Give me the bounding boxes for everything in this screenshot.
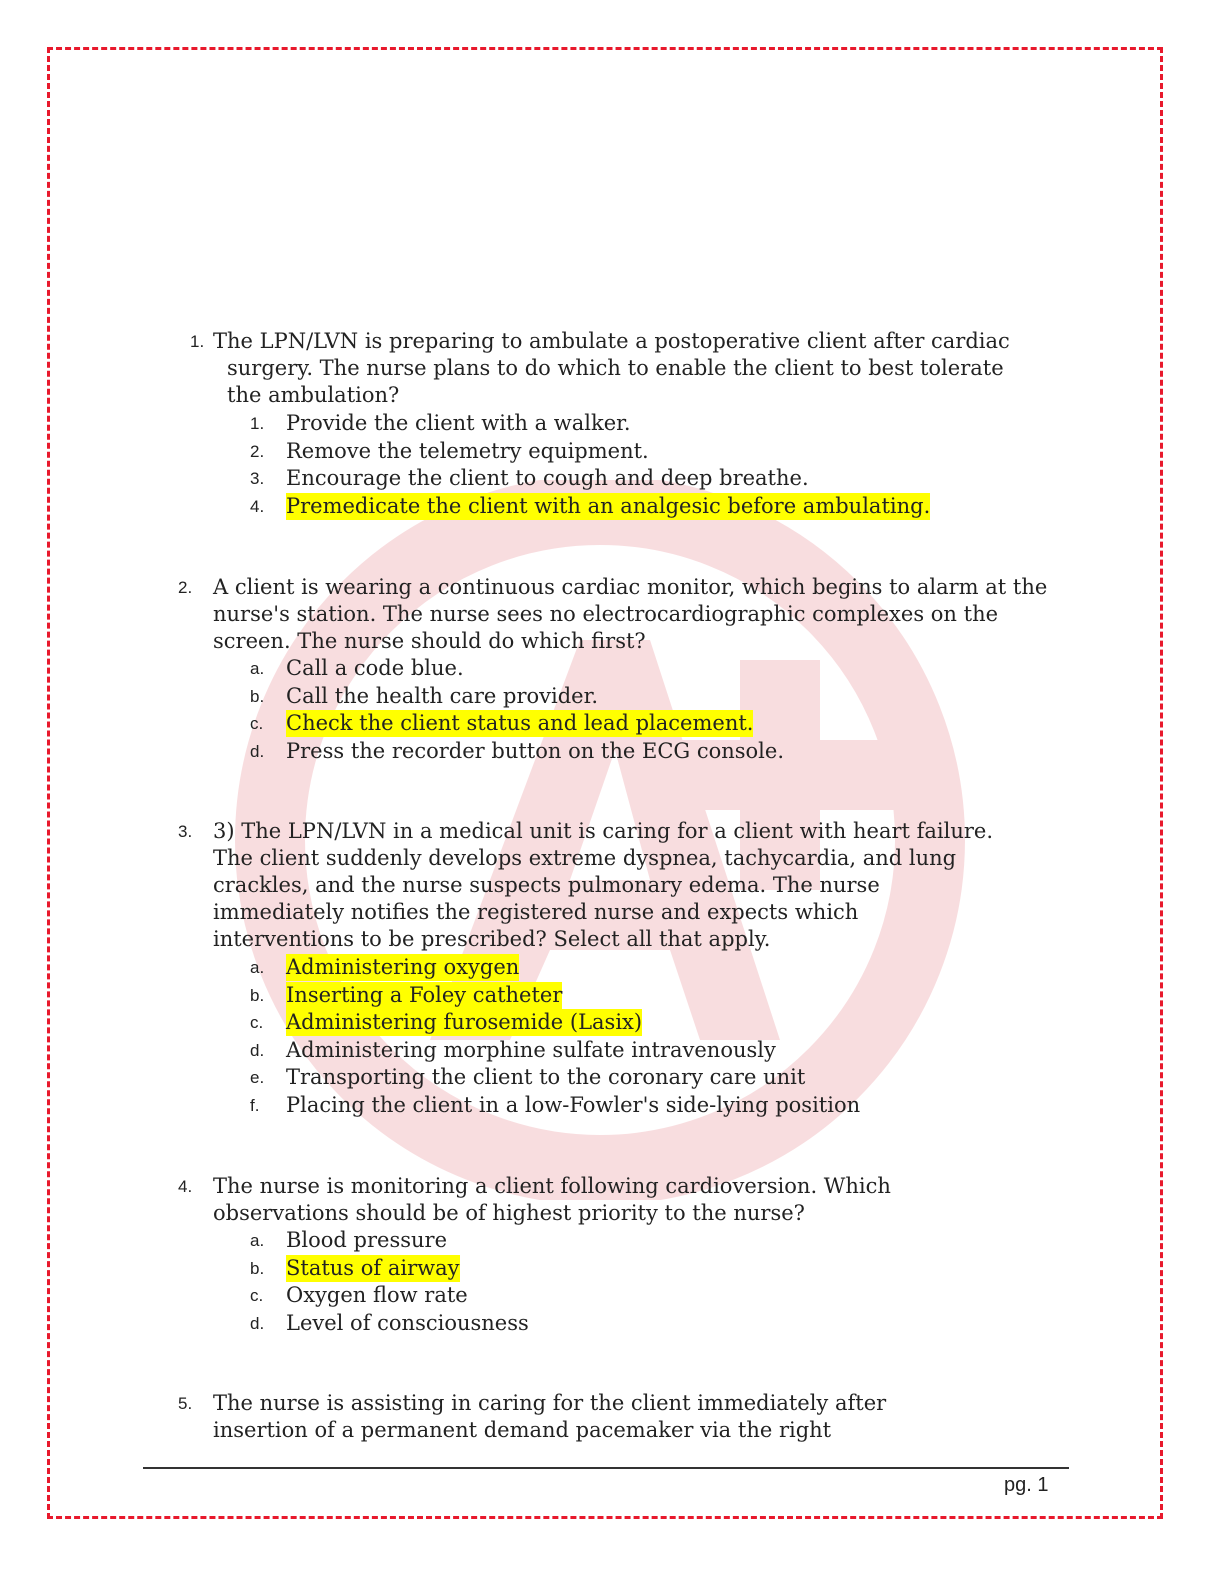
answer-option <box>250 1009 1050 1036</box>
answer-option <box>250 683 1050 710</box>
option-label: 1. <box>250 414 265 433</box>
question-text: The nurse is assisting in caring for the client immediately after insertion of a permanent demand pacemaker via the right <box>213 1391 887 1442</box>
highlighted-answer: Premedicate the client with an analgesic before ambulating. <box>286 493 931 518</box>
option-text: Press the recorder button on the ECG console. <box>286 738 785 763</box>
highlighted-answer: Administering oxygen <box>286 955 520 979</box>
option-text: Call the health care provider. <box>286 683 598 708</box>
option-text: Encourage the client to cough and deep breathe. <box>286 466 809 490</box>
question-text: The nurse is monitoring a client following cardioversion. Which observations should be of highest priority to the nurse? <box>213 1174 891 1225</box>
option-text: Placing the client in a low-Fowler's side-lying position <box>286 1092 861 1117</box>
option-label: d. <box>250 741 265 761</box>
option-label: 3. <box>250 469 265 488</box>
answer-option <box>250 655 1050 682</box>
question-text: 3) The LPN/LVN in a medical unit is caring for a client with heart failure. The client suddenly develops extreme dyspnea, tachycardia, and lung crackles, and the nurse suspects pulmonary edema. The nurse immediately notifies the registered nurse and expects which interventions to be prescribed? Select all that apply. <box>213 819 994 951</box>
answer-option <box>250 493 1050 520</box>
option-label: c. <box>250 1013 264 1032</box>
option-text: Level of consciousness <box>286 1310 529 1335</box>
option-text: Provide the client with a walker. <box>286 411 631 435</box>
question-number: 2. <box>178 578 193 597</box>
answer-option <box>250 1282 1050 1309</box>
option-label: b. <box>250 1258 265 1278</box>
answer-option <box>250 438 1050 465</box>
option-text: Transporting the client to the coronary care unit <box>286 1065 806 1089</box>
answer-option <box>250 410 1050 437</box>
option-text: Oxygen flow rate <box>286 1283 468 1307</box>
option-label: 4. <box>250 496 265 516</box>
answer-option <box>250 1255 1050 1282</box>
option-label: c. <box>250 714 264 733</box>
option-text: Call a code blue. <box>286 656 464 680</box>
highlighted-answer: Inserting a Foley catheter <box>286 982 563 1007</box>
option-label: e. <box>250 1068 265 1087</box>
option-label: a. <box>250 958 265 977</box>
highlighted-answer: Check the client status and lead placement. <box>286 711 754 735</box>
question-number: 4. <box>178 1177 193 1196</box>
answer-option <box>250 1227 1050 1254</box>
option-label: a. <box>250 1231 265 1250</box>
option-label: d. <box>250 1040 265 1060</box>
answer-option <box>250 982 1050 1009</box>
page-number: pg. 1 <box>1004 1474 1049 1496</box>
question-text: A client is wearing a continuous cardiac monitor, which begins to alarm at the nurse's station. The nurse sees no electrocardiographic complexes on the screen. The nurse should do which first? <box>213 575 1048 653</box>
question-number: 3. <box>178 822 193 841</box>
option-label: a. <box>250 659 265 678</box>
option-label: c. <box>250 1286 264 1305</box>
question-text: The LPN/LVN is preparing to ambulate a postoperative client after cardiac surgery. The nurse plans to do which to enable the client to best tolerate the ambulation? <box>213 329 1010 407</box>
option-label: 2. <box>250 441 265 461</box>
question-number: 5. <box>178 1394 193 1413</box>
answer-option <box>250 738 1050 765</box>
answer-option <box>250 1064 1050 1091</box>
option-label: d. <box>250 1313 265 1333</box>
option-text: Administering morphine sulfate intravenously <box>286 1037 776 1062</box>
highlighted-answer: Status of airway <box>286 1255 460 1280</box>
option-label: b. <box>250 686 265 706</box>
footer-divider <box>143 1467 1069 1469</box>
highlighted-answer: Administering furosemide (Lasix) <box>286 1010 643 1034</box>
option-label: b. <box>250 985 265 1005</box>
question-number: 1. <box>190 332 205 351</box>
option-text: Blood pressure <box>286 1228 448 1252</box>
answer-option <box>250 710 1050 737</box>
option-label: f. <box>250 1095 260 1115</box>
answer-option <box>250 1037 1050 1064</box>
answer-option <box>250 465 1050 492</box>
answer-option <box>250 1092 1050 1119</box>
option-text: Remove the telemetry equipment. <box>286 438 649 463</box>
answer-option <box>250 954 1050 981</box>
answer-option <box>250 1310 1050 1337</box>
